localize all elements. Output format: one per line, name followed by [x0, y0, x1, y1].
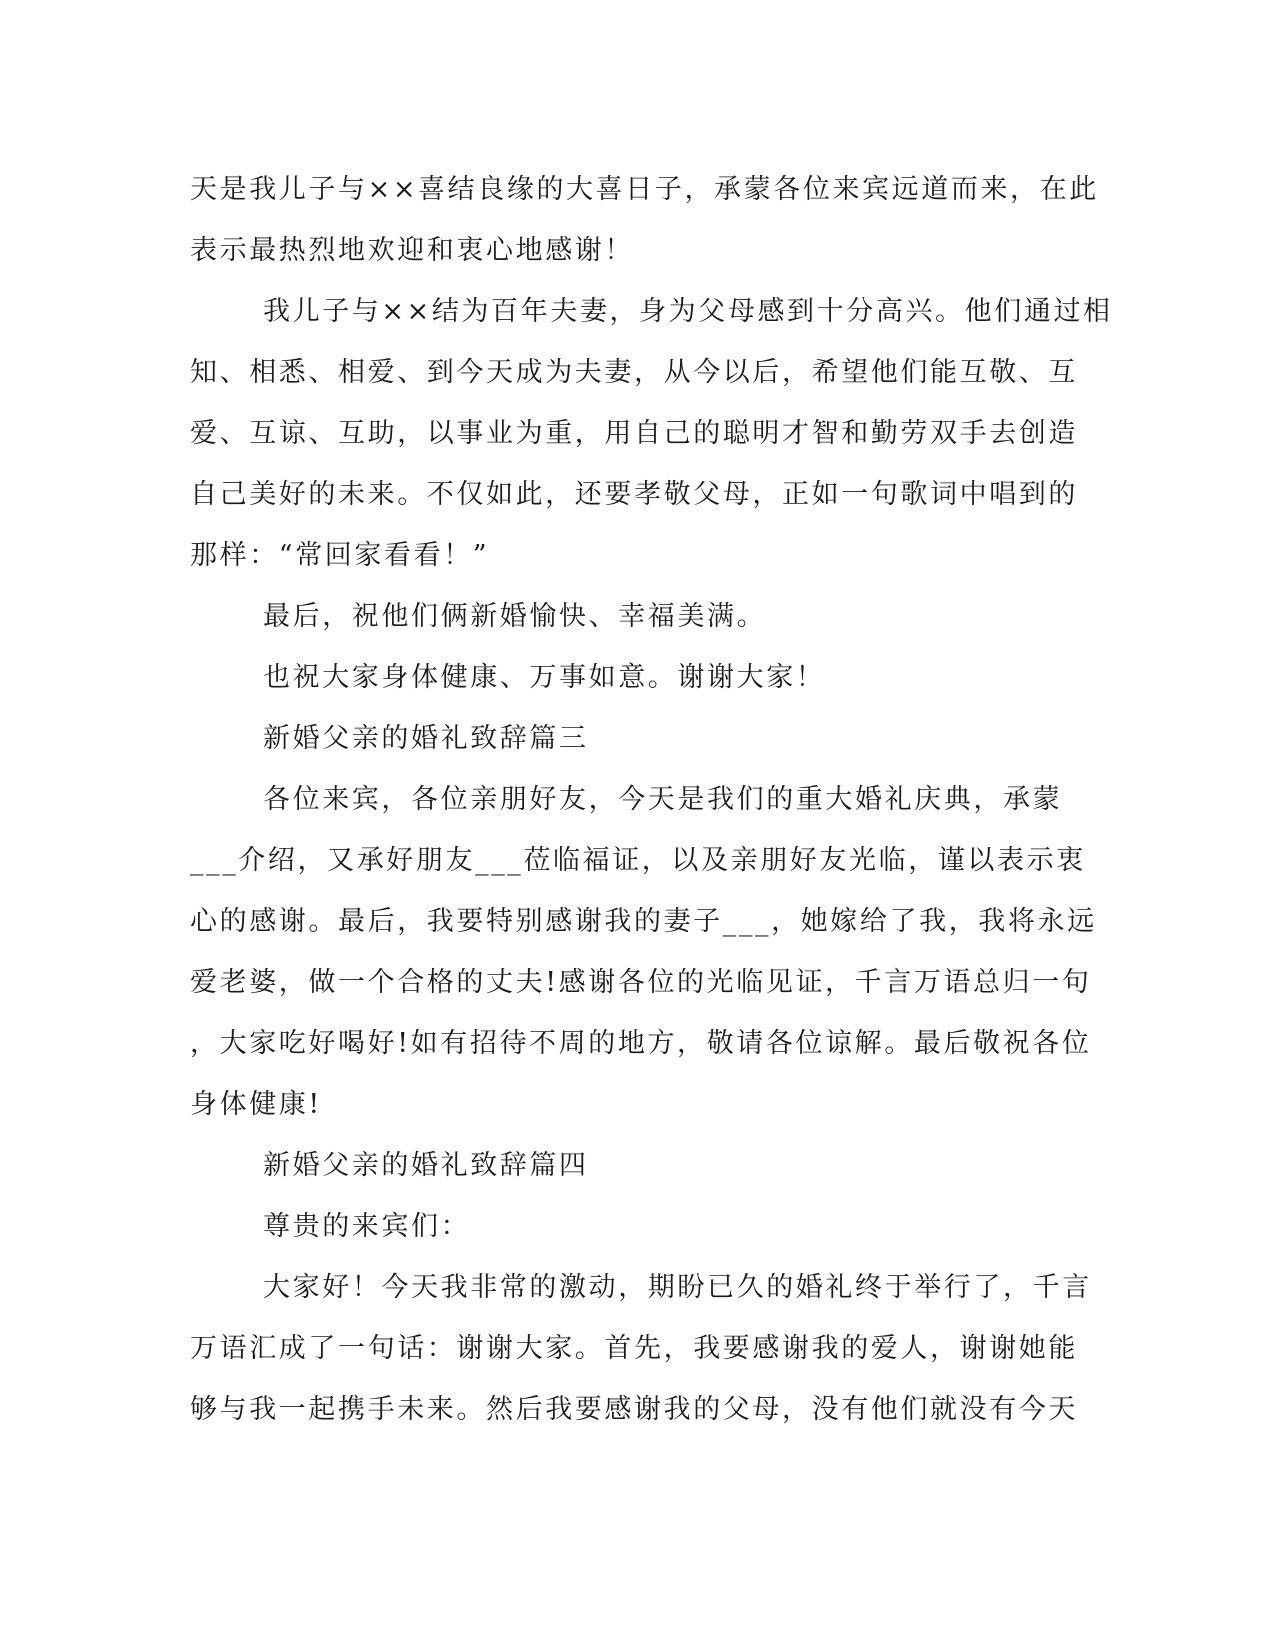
section-heading: 新婚父亲的婚礼致辞篇四 [263, 1150, 589, 1181]
text-line: 够与我一起携手未来。然后我要感谢我的父母，没有他们就没有今天 [190, 1394, 1078, 1425]
paragraph-start: 也祝大家身体健康、万事如意。谢谢大家！ [263, 662, 826, 693]
text-line: ___介绍，又承好朋友___莅临福证，以及亲朋好友光临，谨以表示衷 [190, 845, 1086, 876]
paragraph-start: 最后，祝他们俩新婚愉快、幸福美满。 [263, 601, 767, 632]
text-line: 爱老婆，做一个合格的丈夫!感谢各位的光临见证，千言万语总归一句 [190, 967, 1092, 998]
text-line: ，大家吃好喝好!如有招待不周的地方，敬请各位谅解。最后敬祝各位 [190, 1028, 1092, 1059]
text-line: 万语汇成了一句话：谢谢大家。首先，我要感谢我的爱人，谢谢她能 [190, 1333, 1078, 1364]
text-line: 心的感谢。最后，我要特别感谢我的妻子___，她嫁给了我，我将永远 [190, 906, 1097, 937]
section-heading: 新婚父亲的婚礼致辞篇三 [263, 723, 589, 754]
text-line: 知、相悉、相爱、到今天成为夫妻，从今以后，希望他们能互敬、互 [190, 357, 1078, 388]
text-line: 那样：“常回家看看！” [190, 540, 490, 571]
text-line: 表示最热烈地欢迎和衷心地感谢！ [190, 235, 634, 266]
text-line: 自己美好的未来。不仅如此，还要孝敬父母，正如一句歌词中唱到的 [190, 479, 1078, 510]
text-line: 爱、互谅、互助，以事业为重，用自己的聪明才智和勤劳双手去创造 [190, 418, 1078, 449]
paragraph-start: 大家好！今天我非常的激动，期盼已久的婚礼终于举行了，千言 [263, 1272, 1092, 1303]
paragraph-start: 各位来宾，各位亲朋好友，今天是我们的重大婚礼庆典，承蒙 [263, 784, 1063, 815]
document-body [190, 159, 1113, 1440]
paragraph-start: 我儿子与××结为百年夫妻，身为父母感到十分高兴。他们通过相 [263, 296, 1113, 327]
text-line: 天是我儿子与××喜结良缘的大喜日子，承蒙各位来宾远道而来，在此 [190, 174, 1099, 205]
salutation: 尊贵的来宾们： [263, 1211, 471, 1242]
text-line: 身体健康! [190, 1089, 322, 1120]
